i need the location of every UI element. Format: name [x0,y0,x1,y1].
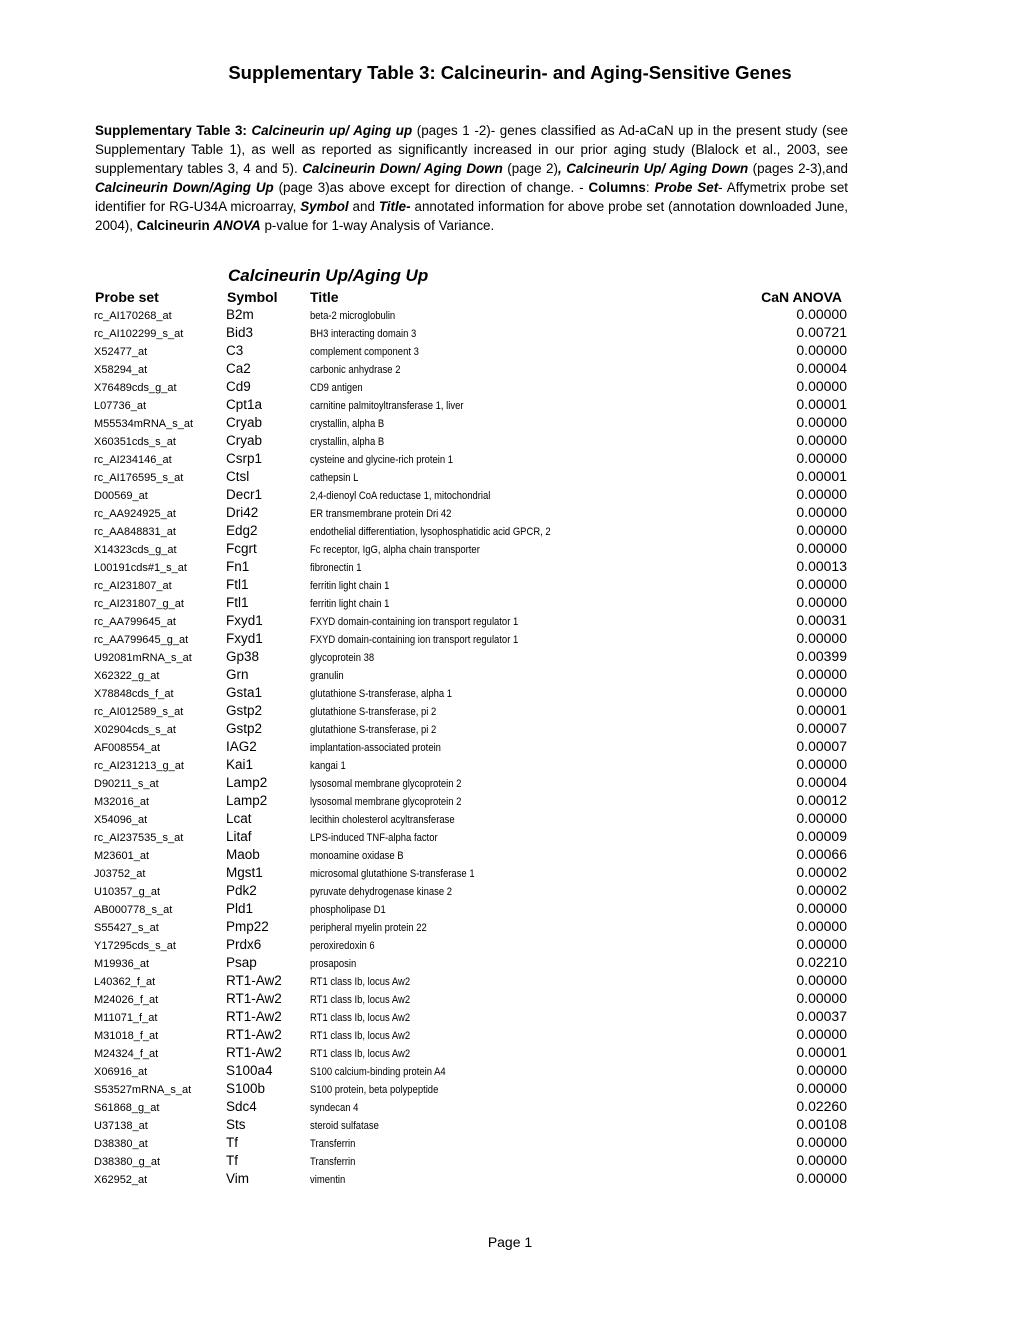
table-row [0,1116,1020,1134]
desc-category-4: Calcineurin Down/Aging Up [95,180,274,195]
anova-value-cell: 0.00001 [796,702,847,718]
title-cell: 2,4-dienoyl CoA reductase 1, mitochondrial [310,490,491,502]
symbol-cell: Fxyd1 [226,631,263,646]
probe-set-cell: AF008554_at [94,742,161,754]
probe-set-cell: X54096_at [94,814,148,826]
anova-value-cell: 0.00002 [796,882,847,898]
title-cell: prosaposin [310,958,357,970]
table-row [0,648,1020,666]
table-row [0,1134,1020,1152]
table-row [0,540,1020,558]
probe-set-cell: D38380_at [94,1138,148,1150]
anova-value-cell: 0.00001 [796,1044,847,1060]
anova-value-cell: 0.00000 [796,504,847,520]
probe-set-cell: U92081mRNA_s_at [94,652,192,664]
table-row [0,1098,1020,1116]
title-cell: steroid sulfatase [310,1120,379,1132]
anova-value-cell: 0.00000 [796,594,847,610]
table-row [0,594,1020,612]
table-row [0,1080,1020,1098]
anova-value-cell: 0.00066 [796,846,847,862]
probe-set-cell: rc_AI231213_g_at [94,760,184,772]
table-row [0,558,1020,576]
symbol-cell: S100a4 [226,1063,273,1078]
title-cell: granulin [310,670,344,682]
symbol-cell: Pdk2 [226,883,257,898]
anova-value-cell: 0.00002 [796,864,847,880]
probe-set-cell: L07736_at [94,400,146,412]
desc-category-3: Calcineurin Up/ Aging Down [566,161,749,176]
table-row [0,576,1020,594]
title-cell: peroxiredoxin 6 [310,940,375,952]
anova-value-cell: 0.00009 [796,828,847,844]
table-row [0,828,1020,846]
title-cell: carbonic anhydrase 2 [310,364,401,376]
probe-set-cell: S55427_s_at [94,922,159,934]
symbol-cell: RT1-Aw2 [226,991,282,1006]
title-cell: LPS-induced TNF-alpha factor [310,832,438,844]
anova-value-cell: 0.00001 [796,396,847,412]
table-row [0,1152,1020,1170]
probe-set-cell: D90211_s_at [94,778,159,790]
title-cell: S100 protein, beta polypeptide [310,1084,439,1096]
symbol-cell: Vim [226,1171,250,1186]
symbol-cell: Lcat [226,811,252,826]
table-row [0,432,1020,450]
anova-value-cell: 0.00000 [796,630,847,646]
symbol-cell: Mgst1 [226,865,263,880]
probe-set-cell: rc_AA799645_g_at [94,634,189,646]
symbol-cell: Fxyd1 [226,613,263,628]
title-cell: BH3 interacting domain 3 [310,328,417,340]
symbol-cell: Cd9 [226,379,251,394]
probe-set-cell: Y17295cds_s_at [94,940,176,952]
table-row [0,810,1020,828]
symbol-cell: RT1-Aw2 [226,1045,282,1060]
symbol-cell: B2m [226,307,254,322]
title-cell: carnitine palmitoyltransferase 1, liver [310,400,464,412]
symbol-cell: Sdc4 [226,1099,257,1114]
anova-value-cell: 0.00000 [796,1062,847,1078]
table-row [0,1170,1020,1188]
title-cell: phospholipase D1 [310,904,386,916]
symbol-cell: Pmp22 [226,919,269,934]
probe-set-cell: M32016_at [94,796,150,808]
desc-title: Title- [378,199,411,214]
page-number: Page 1 [487,1234,533,1250]
anova-value-cell: 0.02260 [796,1098,847,1114]
title-cell: FXYD domain-containing ion transport regulator 1 [310,616,519,628]
title-cell: cysteine and glycine-rich protein 1 [310,454,454,466]
title-cell: syndecan 4 [310,1102,359,1114]
title-cell: RT1 class Ib, locus Aw2 [310,1030,411,1042]
table-row [0,846,1020,864]
probe-set-cell: rc_AA799645_at [94,616,176,628]
title-cell: lecithin cholesterol acyltransferase [310,814,455,826]
symbol-cell: Csrp1 [226,451,263,466]
table-row [0,900,1020,918]
symbol-cell: RT1-Aw2 [226,1027,282,1042]
probe-set-cell: rc_AA924925_at [94,508,176,520]
desc-columns-label: Columns [588,180,646,195]
title-cell: FXYD domain-containing ion transport regulator 1 [310,634,519,646]
anova-value-cell: 0.00000 [796,576,847,592]
table-row [0,990,1020,1008]
table-row [0,504,1020,522]
anova-value-cell: 0.00012 [796,792,847,808]
table-row [0,342,1020,360]
anova-value-cell: 0.00000 [796,684,847,700]
title-cell: glycoprotein 38 [310,652,375,664]
symbol-cell: Lamp2 [226,775,268,790]
symbol-cell: Prdx6 [226,937,262,952]
symbol-cell: Cryab [226,415,263,430]
table-row [0,882,1020,900]
anova-value-cell: 0.00007 [796,738,847,754]
title-cell: Transferrin [310,1156,356,1168]
anova-value-cell: 0.00000 [796,936,847,952]
anova-value-cell: 0.00000 [796,918,847,934]
table-row [0,918,1020,936]
desc-calcineurin: Calcineurin [136,218,214,233]
table-row [0,666,1020,684]
title-cell: glutathione S-transferase, pi 2 [310,706,437,718]
anova-value-cell: 0.00000 [796,378,847,394]
table-row [0,738,1020,756]
probe-set-cell: X02904cds_s_at [94,724,176,736]
title-cell: monoamine oxidase B [310,850,404,862]
table-row [0,414,1020,432]
title-cell: crystallin, alpha B [310,418,385,430]
title-cell: kangai 1 [310,760,346,772]
table-row [0,864,1020,882]
symbol-cell: Maob [226,847,260,862]
desc-category-1: Calcineurin up/ Aging up [251,123,413,138]
probe-set-cell: M23601_at [94,850,150,862]
probe-set-cell: X14323cds_g_at [94,544,177,556]
anova-value-cell: 0.00000 [796,414,847,430]
symbol-cell: Decr1 [226,487,263,502]
probe-set-cell: rc_AI234146_at [94,454,172,466]
column-header-probe-set: Probe set [95,289,159,305]
probe-set-cell: M24324_f_at [94,1048,159,1060]
probe-set-cell: M19936_at [94,958,150,970]
probe-set-cell: AB000778_s_at [94,904,173,916]
symbol-cell: Ftl1 [226,595,249,610]
symbol-cell: Fn1 [226,559,250,574]
probe-set-cell: X62322_g_at [94,670,160,682]
title-cell: RT1 class Ib, locus Aw2 [310,1012,411,1024]
column-header-title: Title [310,289,339,305]
anova-value-cell: 0.00000 [796,540,847,556]
table-row [0,630,1020,648]
probe-set-cell: rc_AI102299_s_at [94,328,184,340]
symbol-cell: Ctsl [226,469,250,484]
anova-value-cell: 0.00037 [796,1008,847,1024]
anova-value-cell: 0.00004 [796,360,847,376]
probe-set-cell: rc_AI176595_s_at [94,472,184,484]
anova-value-cell: 0.00000 [796,432,847,448]
probe-set-cell: X78848cds_f_at [94,688,174,700]
table-row [0,468,1020,486]
table-row [0,936,1020,954]
title-cell: ferritin light chain 1 [310,598,390,610]
probe-set-cell: rc_AI170268_at [94,310,172,322]
title-cell: ER transmembrane protein Dri 42 [310,508,452,520]
probe-set-cell: X62952_at [94,1174,148,1186]
table-row [0,396,1020,414]
anova-value-cell: 0.00000 [796,1080,847,1096]
title-cell: ferritin light chain 1 [310,580,390,592]
title-cell: complement component 3 [310,346,419,358]
table-row [0,684,1020,702]
probe-set-cell: rc_AI012589_s_at [94,706,184,718]
symbol-cell: Psap [226,955,257,970]
symbol-cell: Bid3 [226,325,254,340]
probe-set-cell: rc_AA848831_at [94,526,176,538]
probe-set-cell: X58294_at [94,364,148,376]
anova-value-cell: 0.00004 [796,774,847,790]
probe-set-cell: S61868_g_at [94,1102,160,1114]
table-row [0,324,1020,342]
table-row [0,720,1020,738]
probe-set-cell: rc_AI231807_g_at [94,598,184,610]
symbol-cell: RT1-Aw2 [226,973,282,988]
desc-anova: ANOVA [213,218,261,233]
title-cell: implantation-associated protein [310,742,441,754]
symbol-cell: Dri42 [226,505,259,520]
probe-set-cell: S53527mRNA_s_at [94,1084,192,1096]
title-cell: endothelial differentiation, lysophosphatidic acid GPCR, 2 [310,526,551,538]
probe-set-cell: X76489cds_g_at [94,382,177,394]
title-cell: glutathione S-transferase, pi 2 [310,724,437,736]
title-cell: fibronectin 1 [310,562,362,574]
probe-set-cell: M31018_f_at [94,1030,159,1042]
probe-set-cell: L40362_f_at [94,976,156,988]
probe-set-cell: D38380_g_at [94,1156,161,1168]
title-cell: RT1 class Ib, locus Aw2 [310,994,411,1006]
probe-set-cell: M55534mRNA_s_at [94,418,194,430]
title-cell: cathepsin L [310,472,359,484]
anova-value-cell: 0.00721 [796,324,847,340]
title-cell: pyruvate dehydrogenase kinase 2 [310,886,453,898]
title-cell: crystallin, alpha B [310,436,385,448]
symbol-cell: Ftl1 [226,577,249,592]
symbol-cell: Gp38 [226,649,260,664]
probe-set-cell: rc_AI231807_at [94,580,172,592]
symbol-cell: Litaf [226,829,252,844]
probe-set-cell: D00569_at [94,490,148,502]
desc-category-2: Calcineurin Down/ Aging Down [302,161,503,176]
anova-value-cell: 0.00000 [796,522,847,538]
symbol-cell: Gsta1 [226,685,263,700]
table-row [0,756,1020,774]
title-cell: CD9 antigen [310,382,363,394]
desc-probe-set: Probe Set [654,180,719,195]
anova-value-cell: 0.00000 [796,1026,847,1042]
table-row [0,378,1020,396]
title-cell: Transferrin [310,1138,356,1150]
anova-value-cell: 0.00000 [796,1134,847,1150]
symbol-cell: C3 [226,343,244,358]
symbol-cell: Grn [226,667,249,682]
symbol-cell: Gstp2 [226,721,263,736]
probe-set-cell: X06916_at [94,1066,148,1078]
symbol-cell: Ca2 [226,361,251,376]
anova-value-cell: 0.00031 [796,612,847,628]
probe-set-cell: X60351cds_s_at [94,436,176,448]
anova-value-cell: 0.00000 [796,486,847,502]
anova-value-cell: 0.00000 [796,990,847,1006]
anova-value-cell: 0.00001 [796,468,847,484]
symbol-cell: Gstp2 [226,703,263,718]
symbol-cell: S100b [226,1081,266,1096]
title-cell: peripheral myelin protein 22 [310,922,427,934]
anova-value-cell: 0.00000 [796,666,847,682]
table-row [0,306,1020,324]
symbol-cell: Sts [226,1117,246,1132]
symbol-cell: Tf [226,1153,238,1168]
table-row [0,1044,1020,1062]
probe-set-cell: J03752_at [94,868,146,880]
anova-value-cell: 0.00013 [796,558,847,574]
section-title: Calcineurin Up/Aging Up [228,266,429,285]
anova-value-cell: 0.00399 [796,648,847,664]
probe-set-cell: X52477_at [94,346,148,358]
anova-value-cell: 0.00000 [796,756,847,772]
symbol-cell: RT1-Aw2 [226,1009,282,1024]
desc-symbol: Symbol [300,199,349,214]
table-row [0,774,1020,792]
anova-value-cell: 0.00000 [796,1152,847,1168]
symbol-cell: Tf [226,1135,238,1150]
table-row [0,972,1020,990]
table-row [0,1026,1020,1044]
page-title: Supplementary Table 3: Calcineurin- and Aging-Sensitive Genes [228,62,792,83]
table-row [0,792,1020,810]
anova-value-cell: 0.02210 [796,954,847,970]
anova-value-cell: 0.00000 [796,306,847,322]
table-row [0,486,1020,504]
table-row [0,612,1020,630]
probe-set-cell: rc_AI237535_s_at [94,832,184,844]
anova-value-cell: 0.00000 [796,810,847,826]
title-cell: glutathione S-transferase, alpha 1 [310,688,452,700]
title-cell: lysosomal membrane glycoprotein 2 [310,796,462,808]
symbol-cell: Cryab [226,433,263,448]
title-cell: Fc receptor, IgG, alpha chain transporter [310,544,480,556]
anova-value-cell: 0.00007 [796,720,847,736]
probe-set-cell: M24026_f_at [94,994,159,1006]
anova-value-cell: 0.00000 [796,450,847,466]
probe-set-cell: U10357_g_at [94,886,161,898]
probe-set-cell: M11071_f_at [94,1012,158,1024]
table-row [0,1008,1020,1026]
symbol-cell: IAG2 [226,739,257,754]
symbol-cell: Edg2 [226,523,258,538]
anova-value-cell: 0.00000 [796,972,847,988]
title-cell: lysosomal membrane glycoprotein 2 [310,778,462,790]
table-row [0,522,1020,540]
anova-value-cell: 0.00000 [796,342,847,358]
title-cell: beta-2 microglobulin [310,310,396,322]
column-header-symbol: Symbol [227,289,278,305]
anova-value-cell: 0.00108 [796,1116,847,1132]
symbol-cell: Lamp2 [226,793,268,808]
title-cell: RT1 class Ib, locus Aw2 [310,976,411,988]
anova-value-cell: 0.00000 [796,1170,847,1186]
symbol-cell: Fcgrt [226,541,257,556]
table-row [0,954,1020,972]
title-cell: RT1 class Ib, locus Aw2 [310,1048,411,1060]
symbol-cell: Kai1 [226,757,254,772]
anova-value-cell: 0.00000 [796,900,847,916]
title-cell: S100 calcium-binding protein A4 [310,1066,446,1078]
symbol-cell: Cpt1a [226,397,263,412]
title-cell: microsomal glutathione S-transferase 1 [310,868,475,880]
table-description: Supplementary Table 3: Calcineurin up/ Aging up (pages 1 -2)- genes classified as Ad-aCaN up in the present study (see Supplementary Table 1), as well as reported as significantly increased in our prior aging study (Blalock et al., 2003, see supplementary tables 3, 4 and 5). Calcineurin Down/ Aging Down (page 2), Calcineurin Up/ Aging Down (pages 2-3),and Calcineurin Down/Aging Up (page 3)as above except for direction of change. - Columns: Probe Set- Affymetrix probe set identifier for RG-U34A microarray, Symbol and Title- annotated information for above probe set (annotation downloaded June, 2004), Calcineurin ANOVA p-value for 1-way Analysis of Variance. [95,123,848,233]
desc-label: Supplementary Table 3: [95,123,247,138]
probe-set-cell: U37138_at [94,1120,148,1132]
table-row [0,450,1020,468]
table-row [0,1062,1020,1080]
symbol-cell: Pld1 [226,901,254,916]
table-row [0,702,1020,720]
gene-table [0,306,1020,1188]
title-cell: vimentin [310,1174,346,1186]
column-header-can-anova: CaN ANOVA [761,289,842,305]
probe-set-cell: L00191cds#1_s_at [94,562,187,574]
table-row [0,360,1020,378]
